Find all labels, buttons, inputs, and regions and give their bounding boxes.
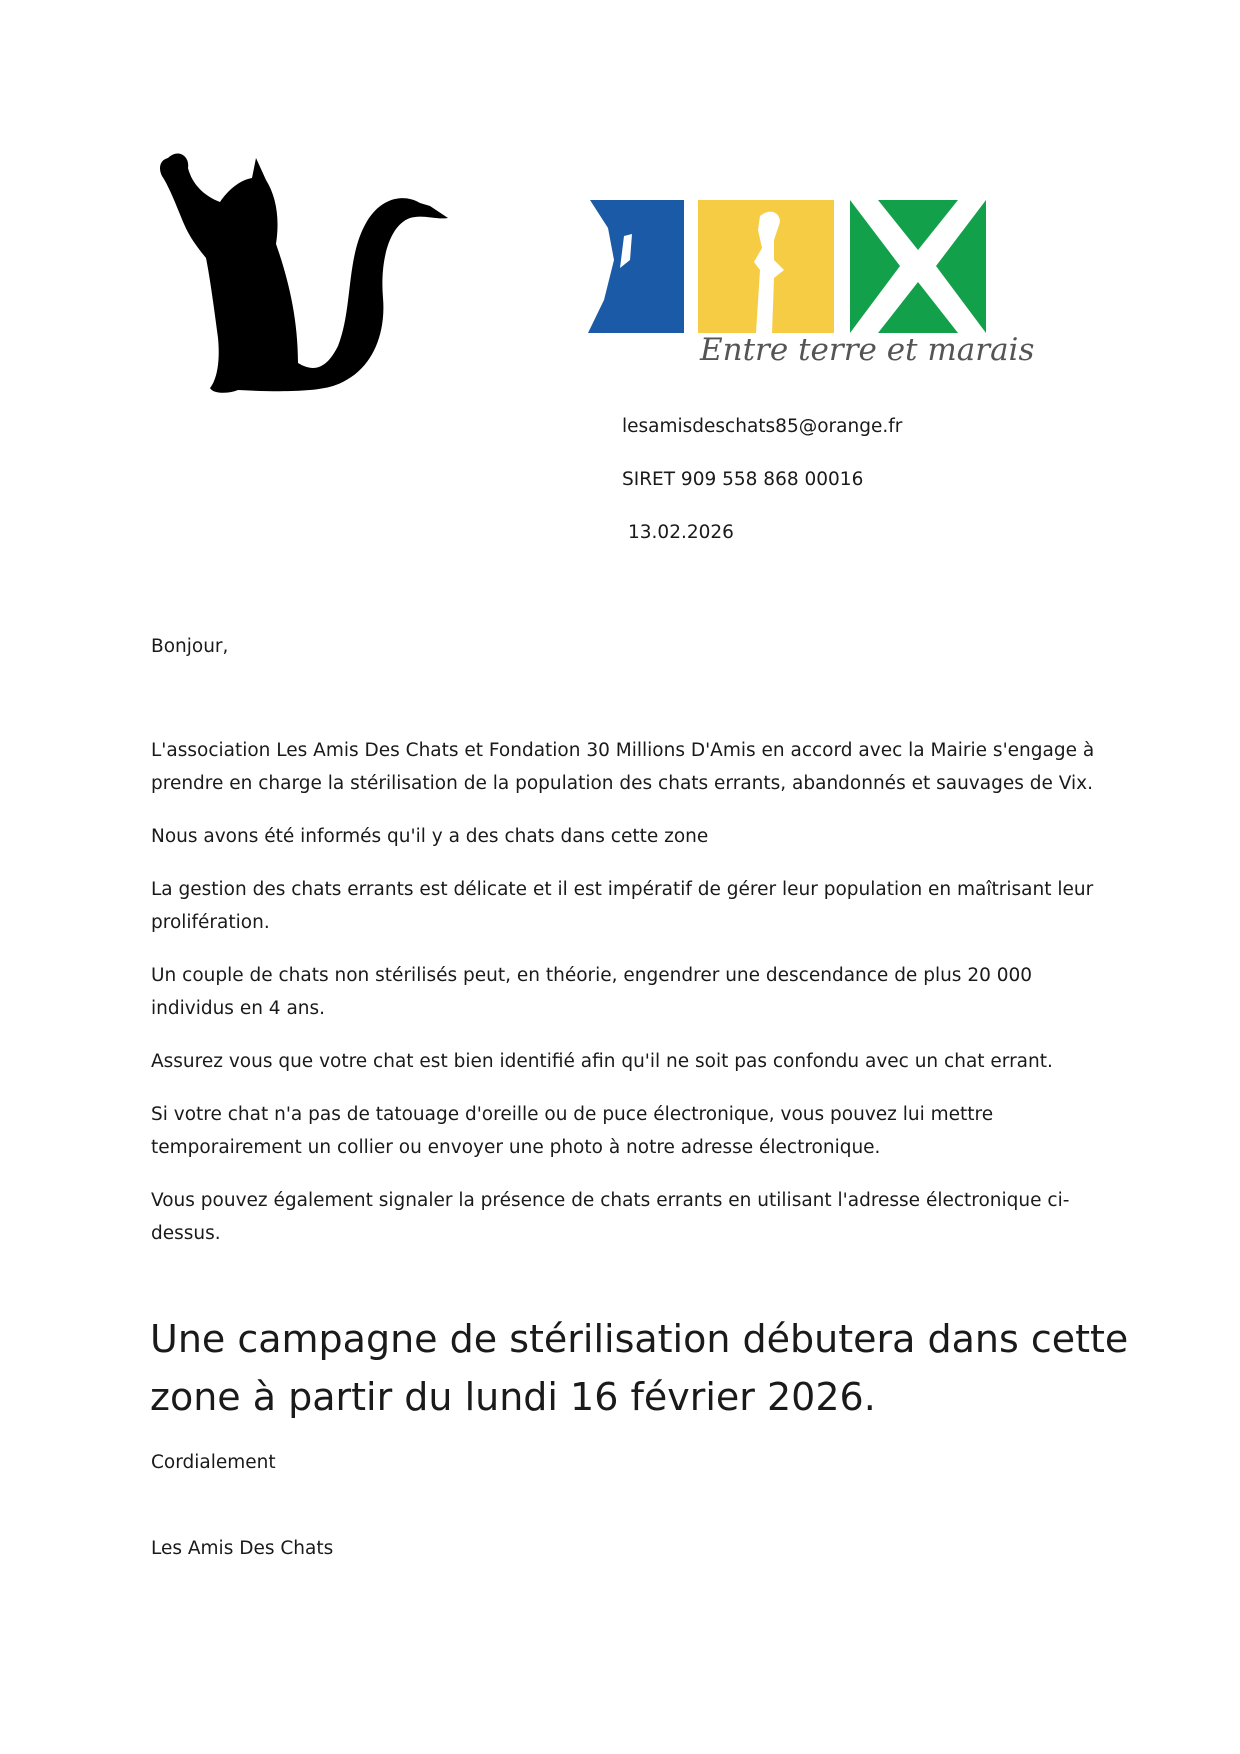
contact-email: lesamisdeschats85@orange.fr: [622, 416, 903, 437]
cat-silhouette-icon: [148, 148, 458, 398]
signature: Les Amis Des Chats: [151, 1538, 334, 1559]
contact-block: [622, 414, 902, 573]
paragraph: Assurez vous que votre chat est bien identifié afin qu'il ne soit pas confondu avec un chat errant.: [151, 1051, 1053, 1072]
paragraph: Un couple de chats non stérilisés peut, en théorie, engendrer une descendance de plus 20 000 individus en 4 ans.: [151, 965, 1033, 1019]
vix-tagline: Entre terre et marais: [700, 332, 1035, 368]
letter-body: [151, 734, 1096, 1270]
paragraph: Nous avons été informés qu'il y a des chats dans cette zone: [151, 826, 709, 847]
siret-number: SIRET 909 558 868 00016: [622, 469, 864, 490]
paragraph: Si votre chat n'a pas de tatouage d'oreille ou de puce électronique, vous pouvez lui mettre temporairement un collier ou envoyer une photo à notre adresse électronique.: [151, 1104, 994, 1158]
vix-logo: [548, 200, 1048, 375]
campaign-headline: Une campagne de stérilisation débutera dans cette zone à partir du lundi 16 février 2026.: [150, 1317, 1129, 1419]
paragraph: Vous pouvez également signaler la présence de chats errants en utilisant l'adresse électronique ci-dessus.: [151, 1190, 1070, 1244]
greeting: Bonjour,: [151, 636, 229, 657]
letter-date: 13.02.2026: [628, 522, 734, 543]
cat-body-shape: [160, 153, 448, 392]
paragraph: L'association Les Amis Des Chats et Fondation 30 Millions D'Amis en accord avec la Mairie s'engage à prendre en charge la stérilisation de la population des chats errants, abandonnés et sauvages de Vix.: [151, 740, 1095, 794]
closing: Cordialement: [151, 1452, 276, 1473]
paragraph: La gestion des chats errants est délicate et il est impératif de gérer leur population en maîtrisant leur prolifération.: [151, 879, 1094, 933]
